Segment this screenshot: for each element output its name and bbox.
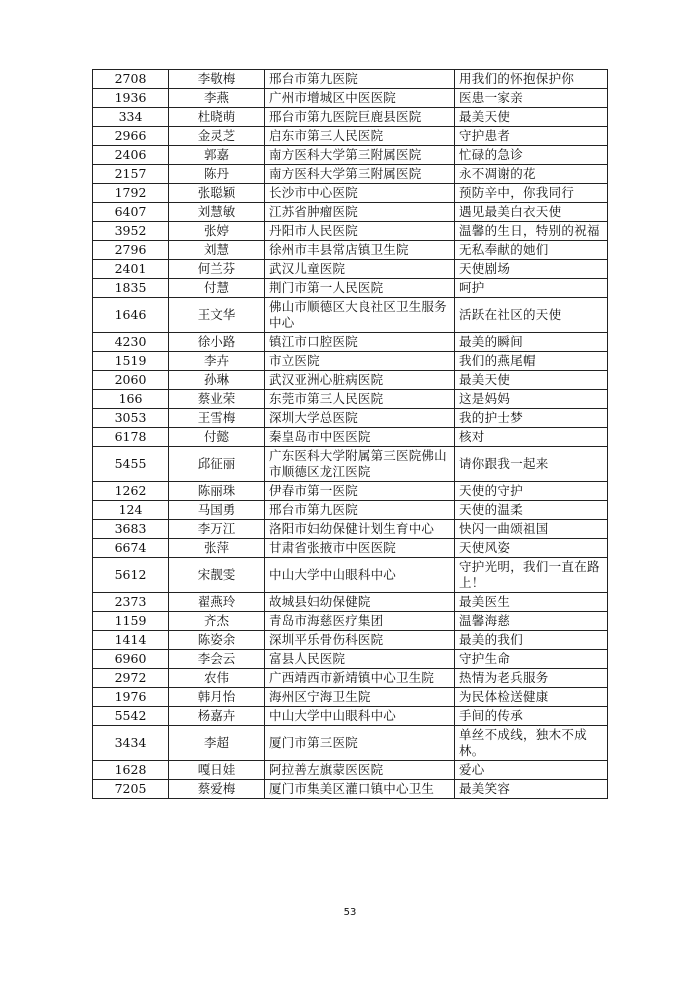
entry-id-cell: 2401 (93, 260, 169, 279)
entry-name-cell: 邱征丽 (169, 447, 265, 482)
entry-name-cell: 王文华 (169, 298, 265, 333)
entry-name-cell: 付懿 (169, 428, 265, 447)
entry-id-cell: 334 (93, 108, 169, 127)
table-row (93, 222, 608, 241)
entry-title-cell: 热情为老兵服务 (455, 669, 608, 688)
entry-name-cell: 杜晓萌 (169, 108, 265, 127)
entry-id-cell: 1646 (93, 298, 169, 333)
entry-org-cell: 青岛市海慈医疗集团 (265, 612, 455, 631)
entry-id-cell: 2966 (93, 127, 169, 146)
entry-org-cell: 深圳平乐骨伤科医院 (265, 631, 455, 650)
table-row (93, 707, 608, 726)
table-row (93, 108, 608, 127)
entry-title-cell: 守护患者 (455, 127, 608, 146)
entry-title-cell: 天使的守护 (455, 482, 608, 501)
entry-name-cell: 李万江 (169, 520, 265, 539)
entry-name-cell: 孙琳 (169, 371, 265, 390)
entry-title-cell: 快闪一曲颂祖国 (455, 520, 608, 539)
entry-id-cell: 2060 (93, 371, 169, 390)
entry-name-cell: 李燕 (169, 89, 265, 108)
table-row (93, 352, 608, 371)
entry-org-cell: 佛山市顺德区大良社区卫生服务中心 (265, 298, 455, 333)
entry-title-cell: 最美天使 (455, 108, 608, 127)
entry-name-cell: 李超 (169, 726, 265, 761)
entry-id-cell: 124 (93, 501, 169, 520)
entry-org-cell: 丹阳市人民医院 (265, 222, 455, 241)
table-row (93, 371, 608, 390)
entry-title-cell: 爱心 (455, 761, 608, 780)
entry-name-cell: 王雪梅 (169, 409, 265, 428)
entry-title-cell: 我的护士梦 (455, 409, 608, 428)
entry-id-cell: 2157 (93, 165, 169, 184)
entry-org-cell: 徐州市丰县常店镇卫生院 (265, 241, 455, 260)
entry-id-cell: 4230 (93, 333, 169, 352)
table-row (93, 89, 608, 108)
entry-org-cell: 市立医院 (265, 352, 455, 371)
table-row (93, 520, 608, 539)
entry-name-cell: 蔡业荣 (169, 390, 265, 409)
entry-title-cell: 活跃在社区的天使 (455, 298, 608, 333)
table-row (93, 726, 608, 761)
entry-name-cell: 宋靓雯 (169, 558, 265, 593)
entry-name-cell: 李会云 (169, 650, 265, 669)
entry-name-cell: 韩月怡 (169, 688, 265, 707)
entry-id-cell: 2708 (93, 70, 169, 89)
table-row (93, 669, 608, 688)
entry-name-cell: 郭嘉 (169, 146, 265, 165)
entry-title-cell: 温馨海慈 (455, 612, 608, 631)
entry-org-cell: 海州区宁海卫生院 (265, 688, 455, 707)
entry-org-cell: 深圳大学总医院 (265, 409, 455, 428)
entry-title-cell: 呵护 (455, 279, 608, 298)
table-row (93, 558, 608, 593)
entry-title-cell: 温馨的生日，特别的祝福 (455, 222, 608, 241)
entry-id-cell: 2373 (93, 593, 169, 612)
entry-org-cell: 镇江市口腔医院 (265, 333, 455, 352)
entry-title-cell: 最美笑容 (455, 780, 608, 799)
entry-id-cell: 1628 (93, 761, 169, 780)
entry-title-cell: 最美的瞬间 (455, 333, 608, 352)
entry-org-cell: 武汉亚洲心脏病医院 (265, 371, 455, 390)
entry-id-cell: 1414 (93, 631, 169, 650)
entry-title-cell: 单丝不成线，独木不成林。 (455, 726, 608, 761)
entry-id-cell: 1936 (93, 89, 169, 108)
entry-name-cell: 刘慧 (169, 241, 265, 260)
table-row (93, 390, 608, 409)
entry-id-cell: 1976 (93, 688, 169, 707)
entry-name-cell: 徐小路 (169, 333, 265, 352)
entry-id-cell: 6960 (93, 650, 169, 669)
entry-org-cell: 武汉儿童医院 (265, 260, 455, 279)
entry-name-cell: 何兰芬 (169, 260, 265, 279)
table-row (93, 146, 608, 165)
entry-org-cell: 故城县妇幼保健院 (265, 593, 455, 612)
table-row (93, 203, 608, 222)
table-row (93, 447, 608, 482)
entry-title-cell: 用我们的怀抱保护你 (455, 70, 608, 89)
entry-title-cell: 天使风姿 (455, 539, 608, 558)
entry-id-cell: 1262 (93, 482, 169, 501)
entry-org-cell: 富县人民医院 (265, 650, 455, 669)
entry-id-cell: 3952 (93, 222, 169, 241)
entries-table-body (93, 70, 608, 799)
entry-title-cell: 无私奉献的她们 (455, 241, 608, 260)
entry-org-cell: 东莞市第三人民医院 (265, 390, 455, 409)
entry-title-cell: 请你跟我一起来 (455, 447, 608, 482)
entry-org-cell: 中山大学中山眼科中心 (265, 707, 455, 726)
table-row (93, 539, 608, 558)
table-row (93, 184, 608, 203)
entry-org-cell: 南方医科大学第三附属医院 (265, 165, 455, 184)
entry-org-cell: 荆门市第一人民医院 (265, 279, 455, 298)
entry-name-cell: 陈丹 (169, 165, 265, 184)
entry-title-cell: 天使剧场 (455, 260, 608, 279)
table-row (93, 428, 608, 447)
entry-id-cell: 1159 (93, 612, 169, 631)
entry-id-cell: 7205 (93, 780, 169, 799)
entry-org-cell: 长沙市中心医院 (265, 184, 455, 203)
entry-title-cell: 核对 (455, 428, 608, 447)
entry-id-cell: 6178 (93, 428, 169, 447)
entry-id-cell: 3053 (93, 409, 169, 428)
table-row (93, 761, 608, 780)
entry-org-cell: 启东市第三人民医院 (265, 127, 455, 146)
table-row (93, 260, 608, 279)
table-row (93, 279, 608, 298)
table-row (93, 241, 608, 260)
entry-name-cell: 嘎日娃 (169, 761, 265, 780)
entry-id-cell: 3434 (93, 726, 169, 761)
entry-title-cell: 永不凋谢的花 (455, 165, 608, 184)
entry-title-cell: 医患一家亲 (455, 89, 608, 108)
entry-id-cell: 6407 (93, 203, 169, 222)
entry-title-cell: 预防辛中，你我同行 (455, 184, 608, 203)
table-row (93, 650, 608, 669)
entry-org-cell: 厦门市第三医院 (265, 726, 455, 761)
entries-table (92, 69, 608, 799)
entry-org-cell: 广西靖西市新靖镇中心卫生院 (265, 669, 455, 688)
entry-id-cell: 2406 (93, 146, 169, 165)
entry-name-cell: 李卉 (169, 352, 265, 371)
entry-id-cell: 5542 (93, 707, 169, 726)
entry-org-cell: 中山大学中山眼科中心 (265, 558, 455, 593)
entry-org-cell: 甘肃省张掖市中医医院 (265, 539, 455, 558)
entry-id-cell: 1835 (93, 279, 169, 298)
entry-title-cell: 守护光明，我们一直在路上！ (455, 558, 608, 593)
entry-id-cell: 3683 (93, 520, 169, 539)
table-row (93, 631, 608, 650)
entry-title-cell: 我们的燕尾帽 (455, 352, 608, 371)
page-number: 53 (343, 907, 357, 918)
entry-id-cell: 166 (93, 390, 169, 409)
entry-title-cell: 最美医生 (455, 593, 608, 612)
entry-name-cell: 付慧 (169, 279, 265, 298)
entry-id-cell: 5455 (93, 447, 169, 482)
entry-title-cell: 为民体检送健康 (455, 688, 608, 707)
table-row (93, 298, 608, 333)
entry-id-cell: 1519 (93, 352, 169, 371)
table-row (93, 127, 608, 146)
entry-id-cell: 1792 (93, 184, 169, 203)
table-row (93, 482, 608, 501)
entry-id-cell: 2796 (93, 241, 169, 260)
entry-name-cell: 张聪颖 (169, 184, 265, 203)
entry-title-cell: 守护生命 (455, 650, 608, 669)
entry-org-cell: 邢台市第九医院 (265, 501, 455, 520)
entry-title-cell: 这是妈妈 (455, 390, 608, 409)
entry-name-cell: 农伟 (169, 669, 265, 688)
entry-id-cell: 2972 (93, 669, 169, 688)
entry-name-cell: 翟燕玲 (169, 593, 265, 612)
entry-name-cell: 张婷 (169, 222, 265, 241)
entry-org-cell: 广州市增城区中医医院 (265, 89, 455, 108)
entry-org-cell: 江苏省肿瘤医院 (265, 203, 455, 222)
table-row (93, 780, 608, 799)
entry-name-cell: 李敬梅 (169, 70, 265, 89)
entry-name-cell: 马国勇 (169, 501, 265, 520)
entry-title-cell: 遇见最美白衣天使 (455, 203, 608, 222)
entry-org-cell: 伊春市第一医院 (265, 482, 455, 501)
entry-id-cell: 5612 (93, 558, 169, 593)
entry-title-cell: 忙碌的急诊 (455, 146, 608, 165)
entry-org-cell: 秦皇岛市中医医院 (265, 428, 455, 447)
table-row (93, 501, 608, 520)
entry-org-cell: 南方医科大学第三附属医院 (265, 146, 455, 165)
table-row (93, 688, 608, 707)
entry-name-cell: 金灵芝 (169, 127, 265, 146)
entry-title-cell: 最美天使 (455, 371, 608, 390)
entry-title-cell: 天使的温柔 (455, 501, 608, 520)
table-row (93, 333, 608, 352)
entry-name-cell: 张萍 (169, 539, 265, 558)
entry-name-cell: 蔡爱梅 (169, 780, 265, 799)
table-row (93, 70, 608, 89)
entry-org-cell: 阿拉善左旗蒙医医院 (265, 761, 455, 780)
entry-org-cell: 邢台市第九医院巨鹿县医院 (265, 108, 455, 127)
table-row (93, 612, 608, 631)
table-row (93, 409, 608, 428)
entry-name-cell: 杨嘉卉 (169, 707, 265, 726)
entry-org-cell: 邢台市第九医院 (265, 70, 455, 89)
entry-title-cell: 最美的我们 (455, 631, 608, 650)
entry-name-cell: 陈丽珠 (169, 482, 265, 501)
entry-name-cell: 刘慧敏 (169, 203, 265, 222)
entry-org-cell: 厦门市集美区灌口镇中心卫生 (265, 780, 455, 799)
entry-org-cell: 洛阳市妇幼保健计划生育中心 (265, 520, 455, 539)
entry-id-cell: 6674 (93, 539, 169, 558)
table-row (93, 593, 608, 612)
entry-name-cell: 齐杰 (169, 612, 265, 631)
entry-org-cell: 广东医科大学附属第三医院佛山市顺德区龙江医院 (265, 447, 455, 482)
entry-name-cell: 陈姿余 (169, 631, 265, 650)
entry-title-cell: 手间的传承 (455, 707, 608, 726)
table-row (93, 165, 608, 184)
